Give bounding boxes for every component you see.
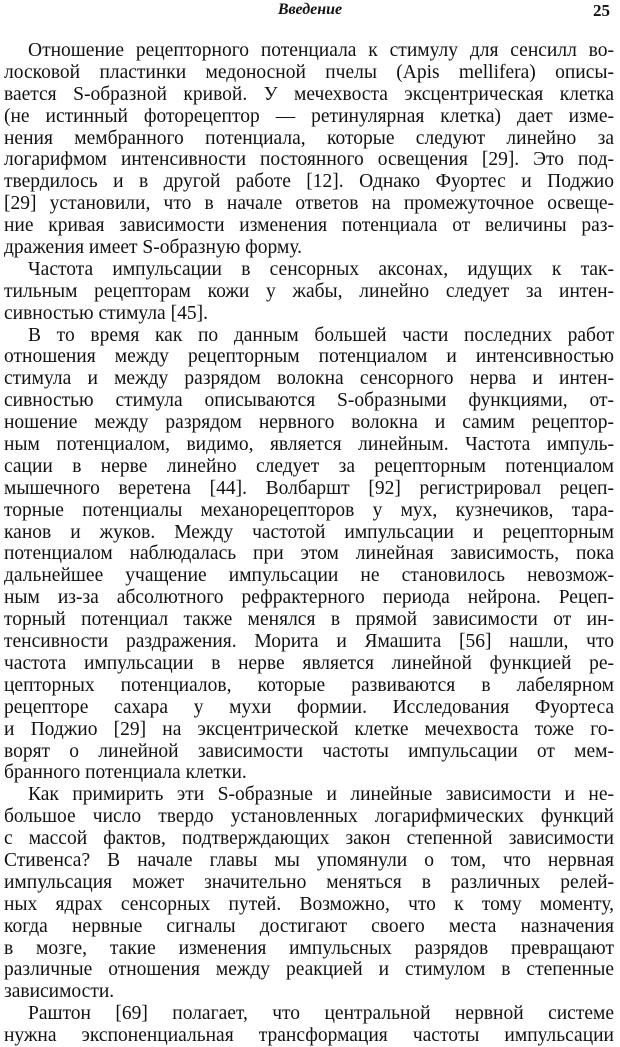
text-line: сивностью стимула [45]. [4, 302, 208, 324]
text-line: ние кривая зависимости изменения потенциала от величины раз- [4, 215, 614, 237]
page-number: 25 [593, 1, 610, 20]
text-line: различные отношения между реакцией и стимулом в степенные [4, 959, 614, 981]
running-title: Введение [277, 1, 343, 18]
text-line: ным потенциалом, видимо, является линейным. Частота импуль- [4, 434, 614, 456]
text-line: канов и жуков. Между частотой импульсации и рецепторным [4, 521, 614, 543]
text-line: торный потенциал также менялся в прямой зависимости от ин- [4, 609, 614, 631]
text-line: ворят о линейной зависимости частоты импульсации от мем- [4, 740, 614, 762]
text-line: рецепторе сахара у мухи формии. Исследования Фуортеса [4, 696, 614, 718]
text-line: (не истинный фоторецептор — ретинулярная клетка) дает изме- [4, 105, 614, 127]
page-header [0, 0, 620, 28]
text-line: сации в нерве линейно следует за рецепторным потенциалом [4, 455, 614, 477]
text-line: Частота импульсации в сенсорных аксонах, идущих к так- [28, 258, 614, 280]
text-line: торные потенциалы механорецепторов у мух, кузнечиков, тара- [4, 499, 614, 521]
text-line: Как примирить эти S-образные и линейные зависимости и не- [28, 784, 614, 806]
text-line: логарифмом интенсивности постоянного освещения [29]. Это под- [4, 149, 614, 171]
text-line: частота импульсации в нерве является линейной функцией ре- [4, 652, 614, 674]
text-line: с массой фактов, подтверждающих закон степенной зависимости [4, 828, 614, 850]
text-line: В то время как по данным большей части последних работ [28, 324, 614, 346]
text-line: нужна экспоненциальная трансформация частоты импульсации [4, 1025, 614, 1047]
text-line: потенциалом наблюдалась при этом линейная зависимость, пока [4, 543, 614, 565]
text-line: мышечного веретена [44]. Волбаршт [92] регистрировал рецеп- [4, 477, 614, 499]
text-line: и Поджио [29] на эксцентрической клетке мечехвоста тоже го- [4, 718, 614, 740]
text-line: большое число твердо установленных логарифмических функций [4, 806, 614, 828]
text-line: бранного потенциала клетки. [4, 762, 247, 784]
text-line: твердилось и в другой работе [12]. Однако Фуортес и Поджио [4, 171, 614, 193]
text-line: ных ядрах сенсорных путей. Возможно, что к тому моменту, [4, 893, 614, 915]
text-line: тенсивности раздражения. Морита и Ямашита [56] нашли, что [4, 631, 614, 653]
text-line: нения мембранного потенциала, которые следуют линейно за [4, 127, 614, 149]
text-line: Раштон [69] полагает, что центральной нервной системе [28, 1003, 614, 1025]
text-line: ным из-за абсолютного рефрактерного периода нейрона. Рецеп- [4, 587, 614, 609]
text-line: лосковой пластинки медоносной пчелы (Apis mellifera) описы- [4, 61, 614, 83]
text-line: в мозге, такие изменения импульсных разрядов превращают [4, 937, 614, 959]
paragraph [4, 259, 614, 325]
text-line: когда нервные сигналы достигают своего места назначения [4, 915, 614, 937]
text-line: дражения имеет S-образную форму. [4, 237, 302, 259]
paragraph [4, 1003, 614, 1047]
paragraph [4, 40, 614, 259]
text-line: сивностью стимула описываются S-образными функциями, от- [4, 390, 614, 412]
text-line: дальнейшее учащение импульсации не становилось невозмож- [4, 565, 614, 587]
text-line: цепторных потенциалов, которые развиваются в лабелярном [4, 674, 614, 696]
text-line: [29] установили, что в начале ответов на промежуточное освеще- [4, 193, 614, 215]
text-line: зависимости. [4, 981, 115, 1003]
text-line: отношения между рецепторным потенциалом и интенсивностью [4, 346, 614, 368]
text-line: Отношение рецепторного потенциала к стимулу для сенсилл во- [28, 40, 614, 61]
text-line: вается S-образной кривой. У мечехвоста эксцентрическая клетка [4, 83, 614, 105]
text-line: ношение между разрядом нервного волокна и самим рецептор- [4, 412, 614, 434]
body-text [4, 40, 614, 1047]
text-line: тильным рецепторам кожи у жабы, линейно следует за интен- [4, 280, 614, 302]
paragraph [4, 325, 614, 785]
text-line: Стивенса? В начале главы мы упомянули о том, что нервная [4, 849, 614, 871]
text-line: стимула и между разрядом волокна сенсорного нерва и интен- [4, 368, 614, 390]
paragraph [4, 784, 614, 1003]
text-line: импульсация может значительно меняться в различных релей- [4, 871, 614, 893]
